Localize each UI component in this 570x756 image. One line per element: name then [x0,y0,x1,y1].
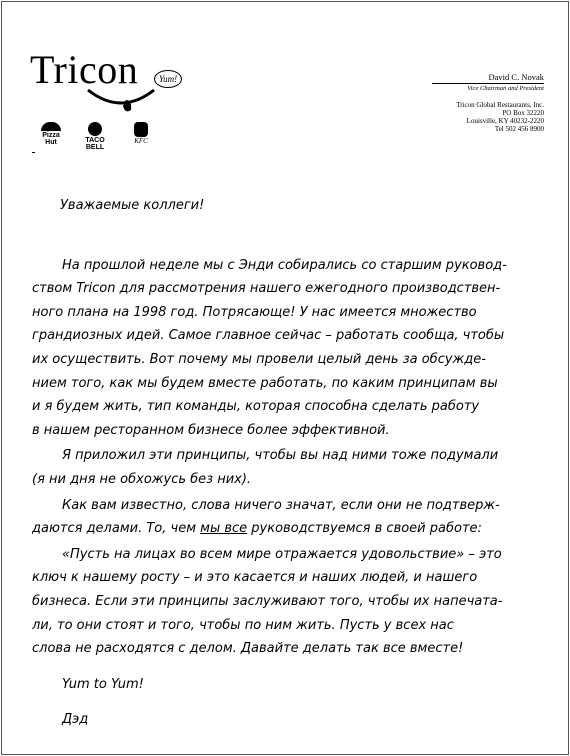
pizza-hut-logo [36,122,66,146]
text-line: «Пусть на лицах во всем мире отражается удовольствие» – это [62,546,502,562]
bell-icon [88,122,102,136]
colonel-icon [134,122,148,137]
text-line: ли, то они стоят и того, чтобы по ним жить. Пусть у всех нас [32,617,454,633]
logo-wordmark: Tricon [30,47,139,92]
taco-bell-logo [81,122,109,151]
text-line: Как вам известно, слова ничего значат, если они не подтверж- [62,497,500,513]
text-line: в нашем ресторанном бизнесе более эффективной. [32,422,390,438]
signature: Дэд [62,712,89,728]
text-line: и я будем жить, тип команды, которая способна сделать работу [32,399,480,415]
paragraph-1 [32,254,544,443]
salutation: Уважаемые коллеги! [60,198,205,213]
text-line: ного плана на 1998 год. Потрясающе! У нас имеется множество [32,304,477,320]
smile-icon [86,86,156,116]
letterhead-sender [432,72,544,133]
text-line: грандиозных идей. Самое главное сейчас – работать сообща, чтобы [32,328,505,344]
paragraph-3 [32,494,544,541]
kfc-logo [125,122,157,145]
mark-dash [32,152,35,153]
letter-body [32,194,544,732]
address-line: PO Box 32220 [502,109,544,117]
letter-page [1,1,569,755]
text-line: Я приложил эти принципы, чтобы вы над ними тоже подумали [62,448,499,464]
text-fragment: даются делами. То, чем [32,521,201,537]
pizza-hut-label: Pizza Hut [42,132,60,146]
text-line: (я ни дня не обхожусь без них). [32,471,252,487]
paragraph-4 [32,543,544,661]
kfc-label: KFC [134,137,148,145]
text-line: На прошлой неделе мы с Энди собирались со старшим руковод- [62,257,507,273]
text-fragment: руководствуемся в своей работе: [247,521,482,537]
taco-bell-label: TACO BELL [85,137,105,151]
paragraph-2 [32,444,544,491]
address-line: Louisville, KY 40232-2220 [466,117,544,125]
logo-yum-badge: Yum! [154,70,182,88]
text-line: ключ к нашему росту – и это касается и наших людей, и нашего [32,570,478,586]
text-line: нием того, как мы будем вместе работать, по каким принципам вы [32,375,498,391]
sender-name: David C. Novak [488,72,544,82]
underlined-text: мы все [200,521,248,537]
address-line: Tel 502 456 8900 [494,125,544,133]
text-line: их осуществить. Вот почему мы провели целый день за обсужде- [32,351,486,367]
sender-title: Vice Chairman and President [467,85,544,92]
address-line: Tricon Global Restaurants, Inc. [456,101,544,109]
text-line: слова не расходятся с делом. Давайте делать так все вместе! [32,641,464,657]
text-line: бизнеса. Если эти принципы заслуживают того, чтобы их напечата- [32,593,503,609]
tricon-logo [30,46,190,126]
text-line: ством Tricon для рассмотрения нашего ежегодного производствен- [32,281,501,297]
sender-rule [432,83,544,84]
pizza-hut-roof-icon [41,122,61,131]
text-line [32,517,544,541]
closing: Yum to Yum! [62,676,144,692]
